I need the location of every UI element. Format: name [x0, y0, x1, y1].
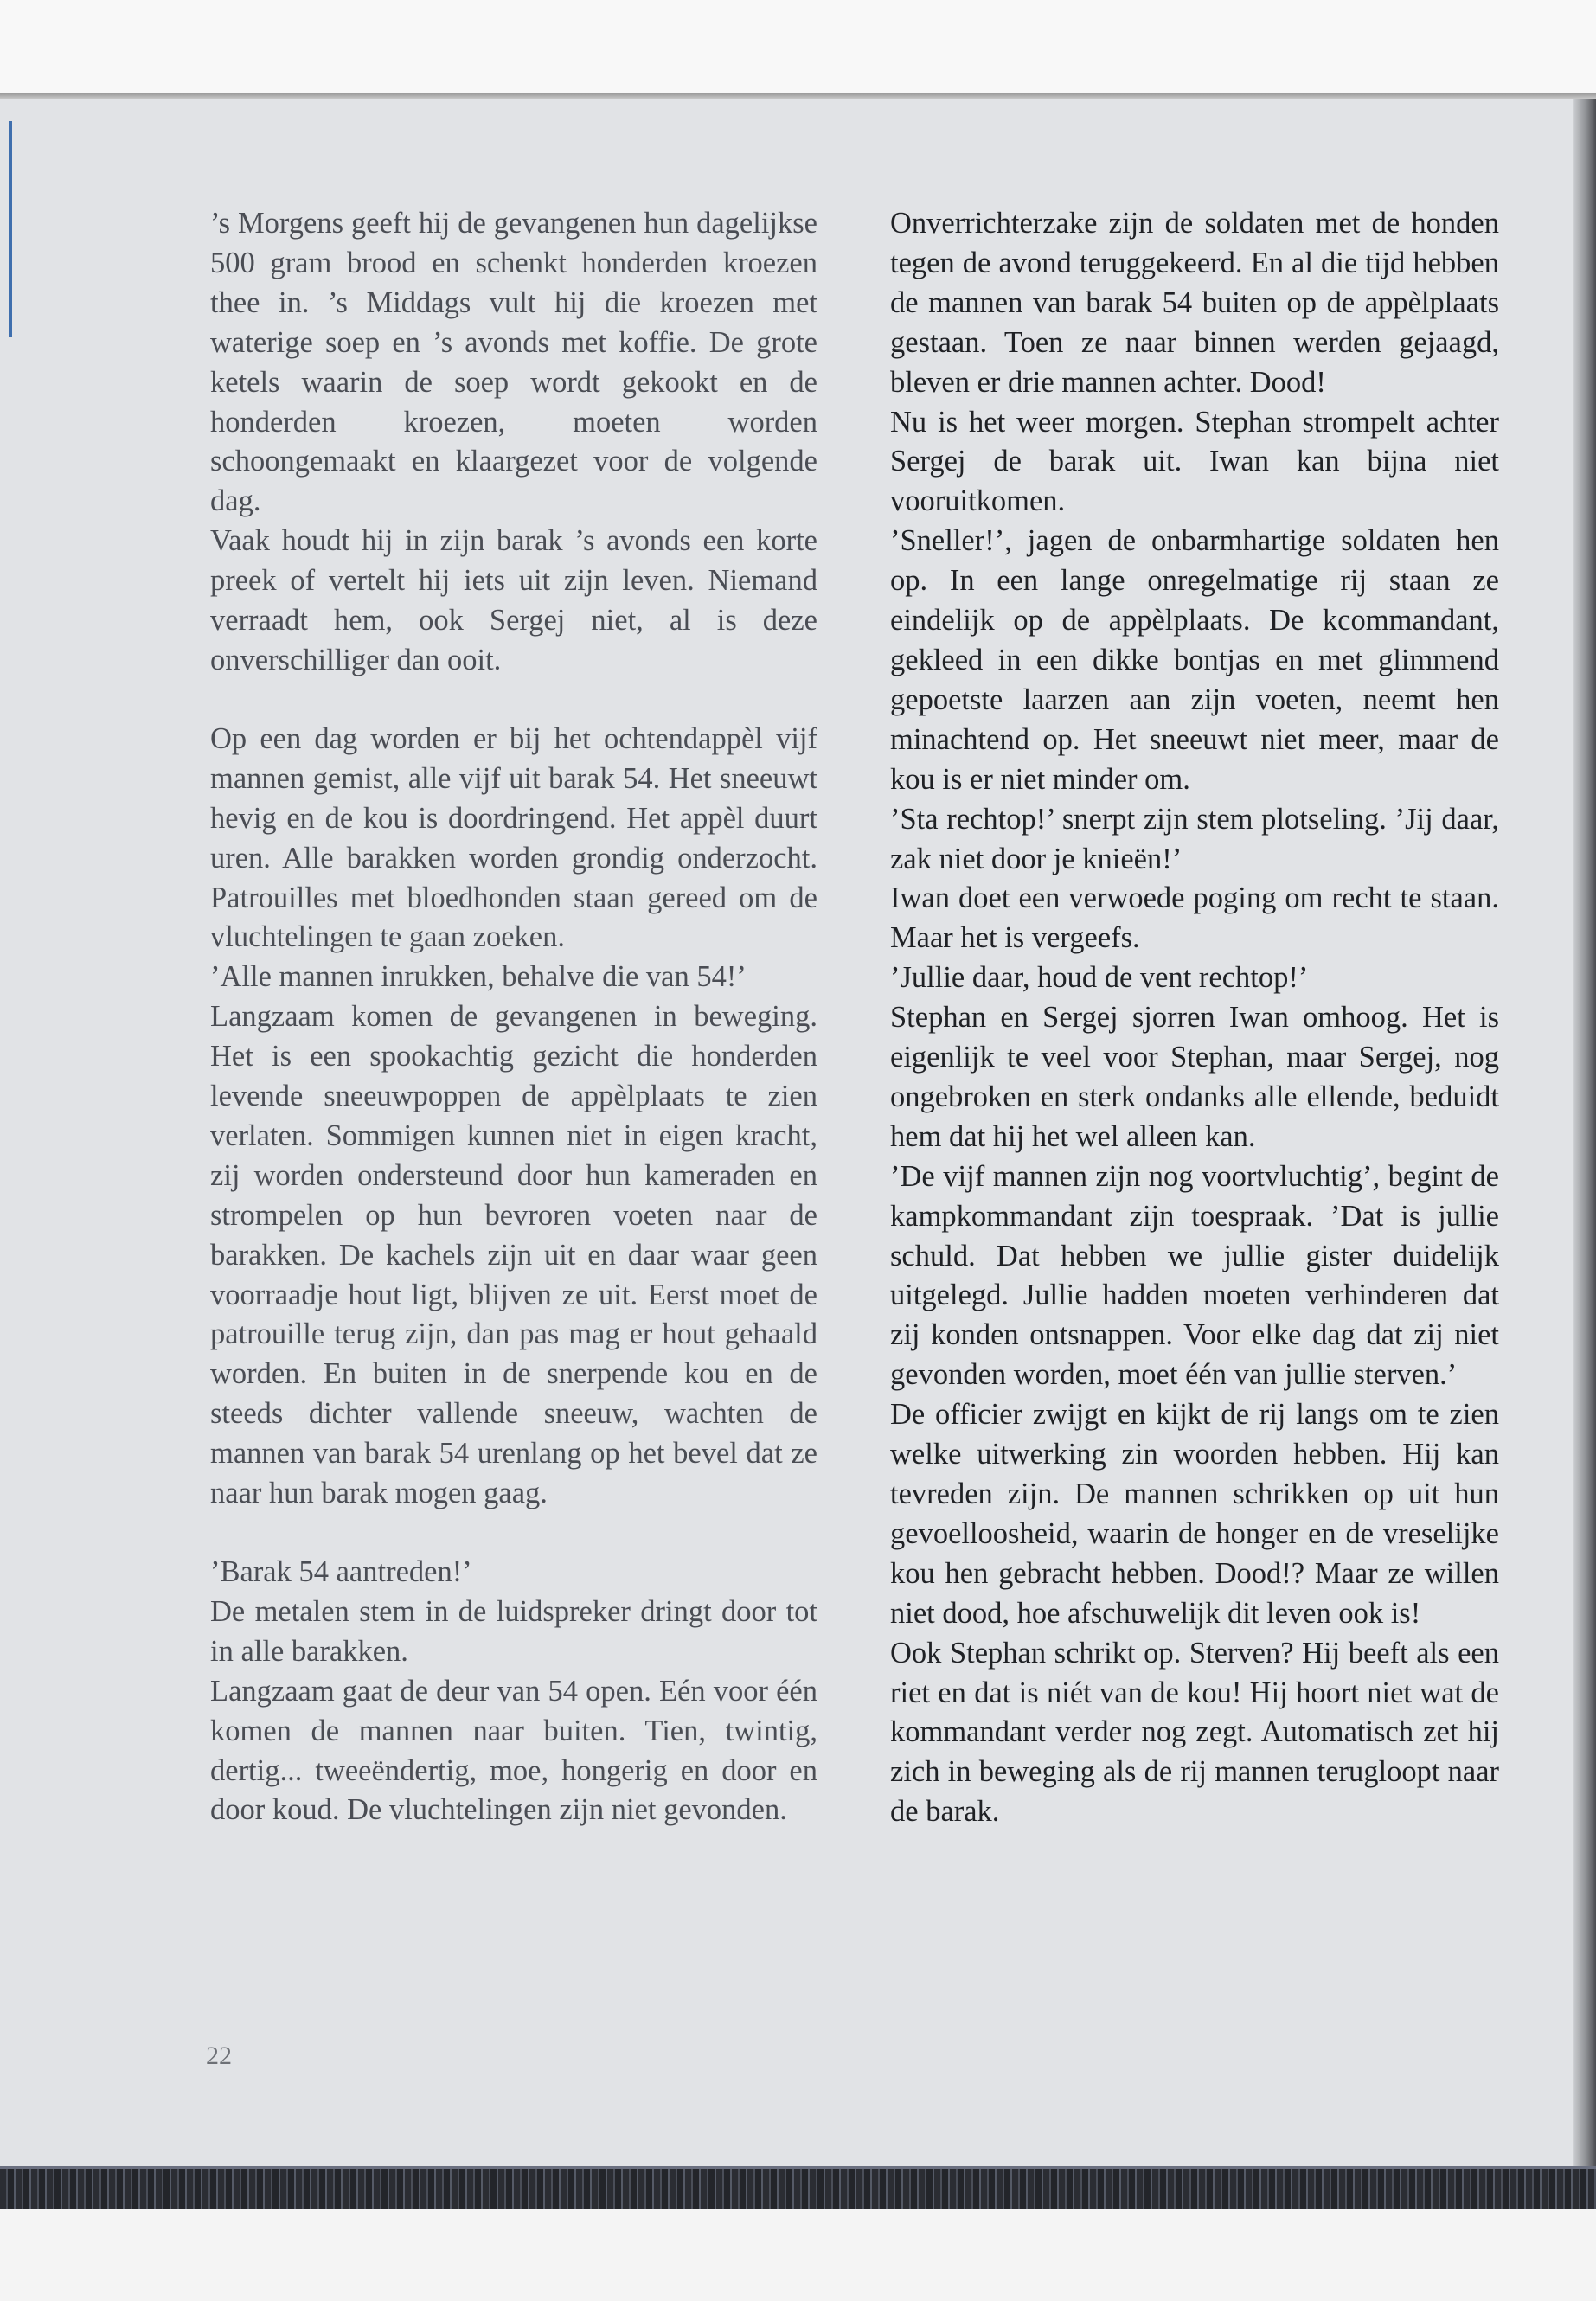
paragraph: Ook Stephan schrikt op. Sterven? Hij beeft als een riet en dat is niét van de kou! Hij hoort niet wat de kommandant verder nog zegt. Automatisch zet hij zich in beweging als de rij mannen terugloopt naar de barak. — [890, 1636, 1499, 1829]
paragraph: ’Sneller!’, jagen de onbarmhartige soldaten hen op. In een lange onregelmatige rij staan ze eindelijk op de appèlplaats. De kcommandant, gekleed in een dikke bontjas en met glimmend gepoetste laarzen aan zijn voeten, neemt hen minachtend op. Het sneeuwt niet meer, maar de kou is er niet minder om. — [890, 524, 1499, 796]
paragraph: Iwan doet een verwoede poging om recht te staan. Maar het is vergeefs. — [890, 881, 1499, 955]
page-number: 22 — [206, 2041, 232, 2070]
paragraph: ’Jullie daar, houd de vent rechtop!’ — [890, 961, 1309, 995]
paragraph: Nu is het weer morgen. Stephan strompelt achter Sergej de barak uit. Iwan kan bijna niet vooruitkomen. — [890, 405, 1499, 518]
paragraph: ’s Morgens geeft hij de gevangenen hun dagelijkse 500 gram brood en schenkt honderden kroezen thee in. ’s Middags vult hij die kroezen met waterige soep en ’s avonds met koffie. De grote ketels waarin de soep wordt gekookt en de honderden kroezen, moeten worden schoongemaakt en klaargezet voor de volgende dag. — [210, 207, 817, 518]
binding-highlight — [0, 2166, 1596, 2169]
paragraph: De metalen stem in de luidspreker dringt door tot in alle barakken. — [210, 1594, 817, 1668]
book-binding-strip — [0, 2166, 1596, 2209]
paragraph: ’De vijf mannen zijn nog voortvluchtig’, begint de kampkommandant zijn toespraak. ’Dat is jullie schuld. Dat hebben we jullie gister duidelijk uitgelegd. Jullie hadden moeten verhinderen dat zij konden ontsnappen. Voor elke dag dat zij niet gevonden worden, moet één van jullie sterven.’ — [890, 1159, 1499, 1392]
paragraph: Vaak houdt hij in zijn barak ’s avonds een korte preek of vertelt hij iets uit zijn leven. Niemand verraadt hem, ook Sergej niet, al is deze onverschilliger dan ooit. — [210, 524, 817, 676]
paragraph: Onverrichterzake zijn de soldaten met de honden tegen de avond teruggekeerd. En al die tijd hebben de mannen van barak 54 buiten op de appèlplaats gestaan. Toen ze naar binnen werden gejaagd, bleven er drie mannen achter. Dood! — [890, 207, 1499, 399]
paragraph: De officier zwijgt en kijkt de rij langs om te zien welke uitwerking zin woorden hebben. Hij kan tevreden zijn. De mannen schrikken op uit hun gevoelloosheid, waarin de honger en de vreselijke kou hen gebracht hebben. Dood!? Maar ze willen niet dood, hoe afschuwelijk dit leven ook is! — [890, 1398, 1499, 1630]
scan-top-border — [0, 0, 1596, 97]
left-text-column — [210, 204, 817, 1830]
right-text-column — [890, 204, 1499, 1832]
scan-bottom-border — [0, 2209, 1596, 2301]
paragraph: Langzaam komen de gevangenen in beweging. Het is een spookachtig gezicht die honderden levende sneeuwpoppen de appèlplaats te zien verlaten. Sommigen kunnen niet in eigen kracht, zij worden ondersteund door hun kameraden en strompelen op hun bevroren voeten naar de barakken. De kachels zijn uit en daar waar geen voorraadje hout ligt, blijven ze uit. Eerst moet de patrouille terug zijn, dan pas mag er hout gehaald worden. En buiten in de snerpende kou en de steeds dichter vallende sneeuw, wachten de mannen van barak 54 urenlang op het bevel dat ze naar hun barak mogen gaag. — [210, 1000, 817, 1510]
paragraph: ’Barak 54 aantreden!’ — [210, 1555, 472, 1588]
paragraph: Stephan en Sergej sjorren Iwan omhoog. Het is eigenlijk te veel voor Stephan, maar Sergej, nog ongebroken en sterk ondanks alle ellende, beduidt hem dat hij het wel alleen kan. — [890, 1001, 1499, 1153]
paragraph: Op een dag worden er bij het ochtendappèl vijf mannen gemist, alle vijf uit barak 54. Het sneeuwt hevig en de kou is doordringend. Het appèl duurt uren. Alle barakken worden grondig onderzocht. Patrouilles met bloedhonden staan gereed om de vluchtelingen te gaan zoeken. — [210, 721, 817, 954]
paragraph: ’Sta rechtop!’ snerpt zijn stem plotseling. ’Jij daar, zak niet door je knieën!’ — [890, 802, 1499, 875]
scan-left-rule — [9, 121, 12, 337]
paragraph: Langzaam gaat de deur van 54 open. Eén voor één komen de mannen naar buiten. Tien, twintig, dertig... tweeëndertig, moe, hongerig en door en door koud. De vluchtelingen zijn niet gevonden. — [210, 1674, 817, 1827]
paragraph: ’Alle mannen inrukken, behalve die van 54!’ — [210, 960, 747, 994]
page-right-edge — [1573, 99, 1596, 2166]
